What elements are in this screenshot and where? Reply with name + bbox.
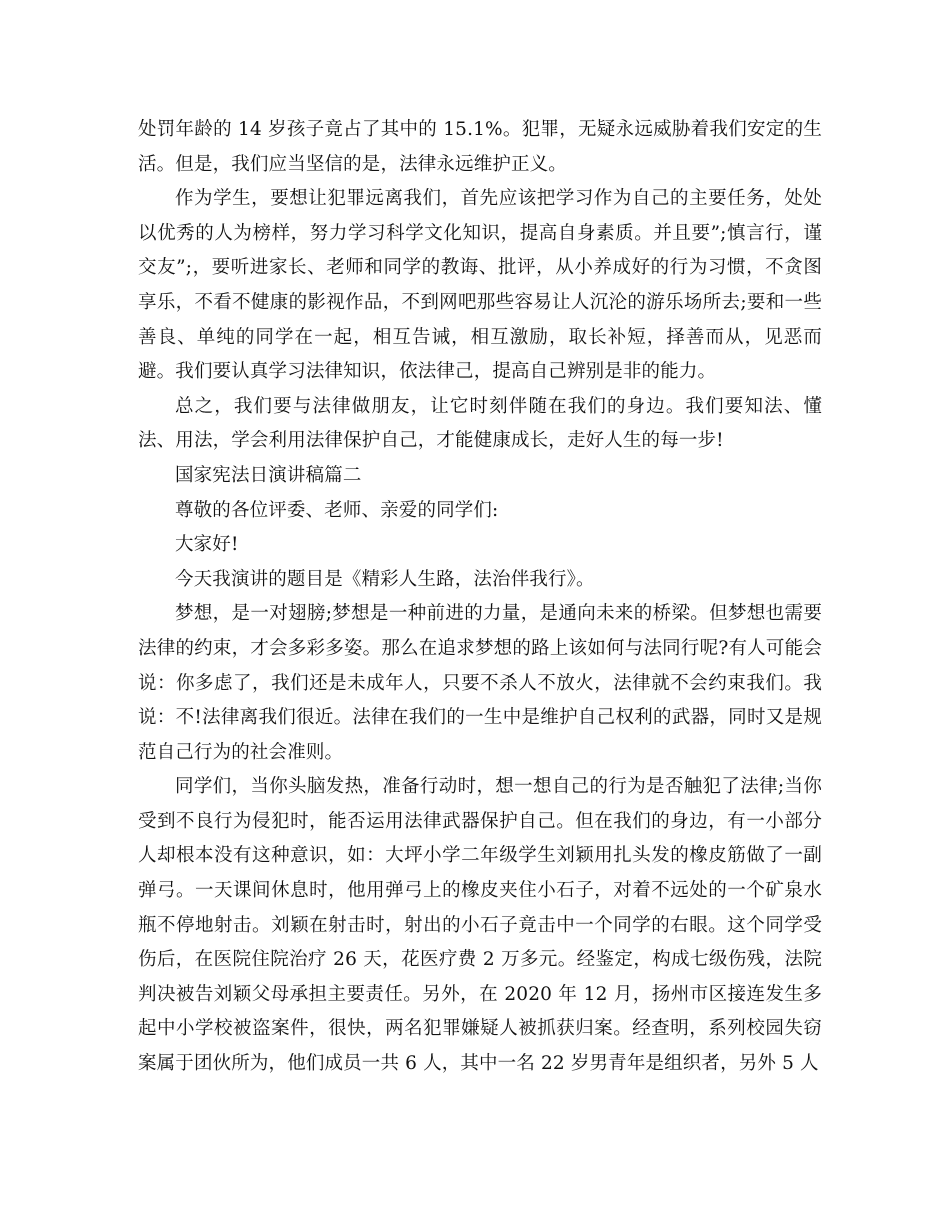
greeting: 大家好! <box>175 534 239 556</box>
paragraph-dream: 梦想，是一对翅膀;梦想是一种前进的力量，是通向未来的桥梁。但梦想也需要法律的约束，才会多彩多姿。那么在追求梦想的路上该如何与法同行呢?有人可能会说：你多虑了，我们还是未成年人，只要不杀人不放火，法律就不会约束我们。我说：不!法律离我们很近。法律在我们的一生中是维护自己权利的武器，同时又是规范自己行为的社会准则。 <box>138 603 822 763</box>
paragraph-1: 处罚年龄的 14 岁孩子竟占了其中的 15.1%。犯罪，无疑永远威胁着我们安定的生活。但是，我们应当坚信的是，法律永远维护正义。 <box>138 119 822 175</box>
section-heading: 国家宪法日演讲稿篇二 <box>175 464 362 486</box>
salutation: 尊敬的各位评委、老师、亲爱的同学们: <box>175 499 499 521</box>
paragraph-2: 作为学生，要想让犯罪远离我们，首先应该把学习作为自己的主要任务，处处以优秀的人为榜样，努力学习科学文化知识，提高自身素质。并且要”;慎言行，谨交友”;，要听进家长、老师和同学的教诲、批评，从小养成好的行为习惯，不贪图享乐，不看不健康的影视作品，不到网吧那些容易让人沉沦的游乐场所去;要和一些善良、单纯的同学在一起，相互告诫，相互激励，取长补短，择善而从，见恶而避。我们要认真学习法律知识，依法律己，提高自己辨别是非的能力。 <box>138 188 822 383</box>
paragraph-3: 总之，我们要与法律做朋友，让它时刻伴随在我们的身边。我们要知法、懂法、用法，学会利用法律保护自己，才能健康成长，走好人生的每一步! <box>138 395 822 452</box>
paragraph-classmates: 同学们，当你头脑发热，准备行动时，想一想自己的行为是否触犯了法律;当你受到不良行为侵犯时，能否运用法律武器保护自己。但在我们的身边，有一小部分人却根本没有这种意识，如：大坪小学二年级学生刘颖用扎头发的橡皮筋做了一副弹弓。一天课间休息时，他用弹弓上的橡皮夹住小石子，对着不远处的一个矿泉水瓶不停地射击。刘颖在射击时，射出的小石子竟击中一个同学的右眼。这个同学受伤后，在医院住院治疗 26 天，花医疗费 2 万多元。经鉴定，构成七级伤残，法院判决被告刘颖父母承担主要责任。另外，在 2020 年 12 月，扬州市区接连发生多起中小学校被盗案件，很快，两名犯罪嫌疑人被抓获归案。经查明，系列校园失窃案属于团伙所为，他们成员一共 6 人，其中一名 22 岁男青年是组织者，另外 5 人 <box>138 776 822 1075</box>
document-body <box>138 113 822 1082</box>
speech-title-line: 今天我演讲的题目是《精彩人生路，法治伴我行》。 <box>175 568 595 590</box>
